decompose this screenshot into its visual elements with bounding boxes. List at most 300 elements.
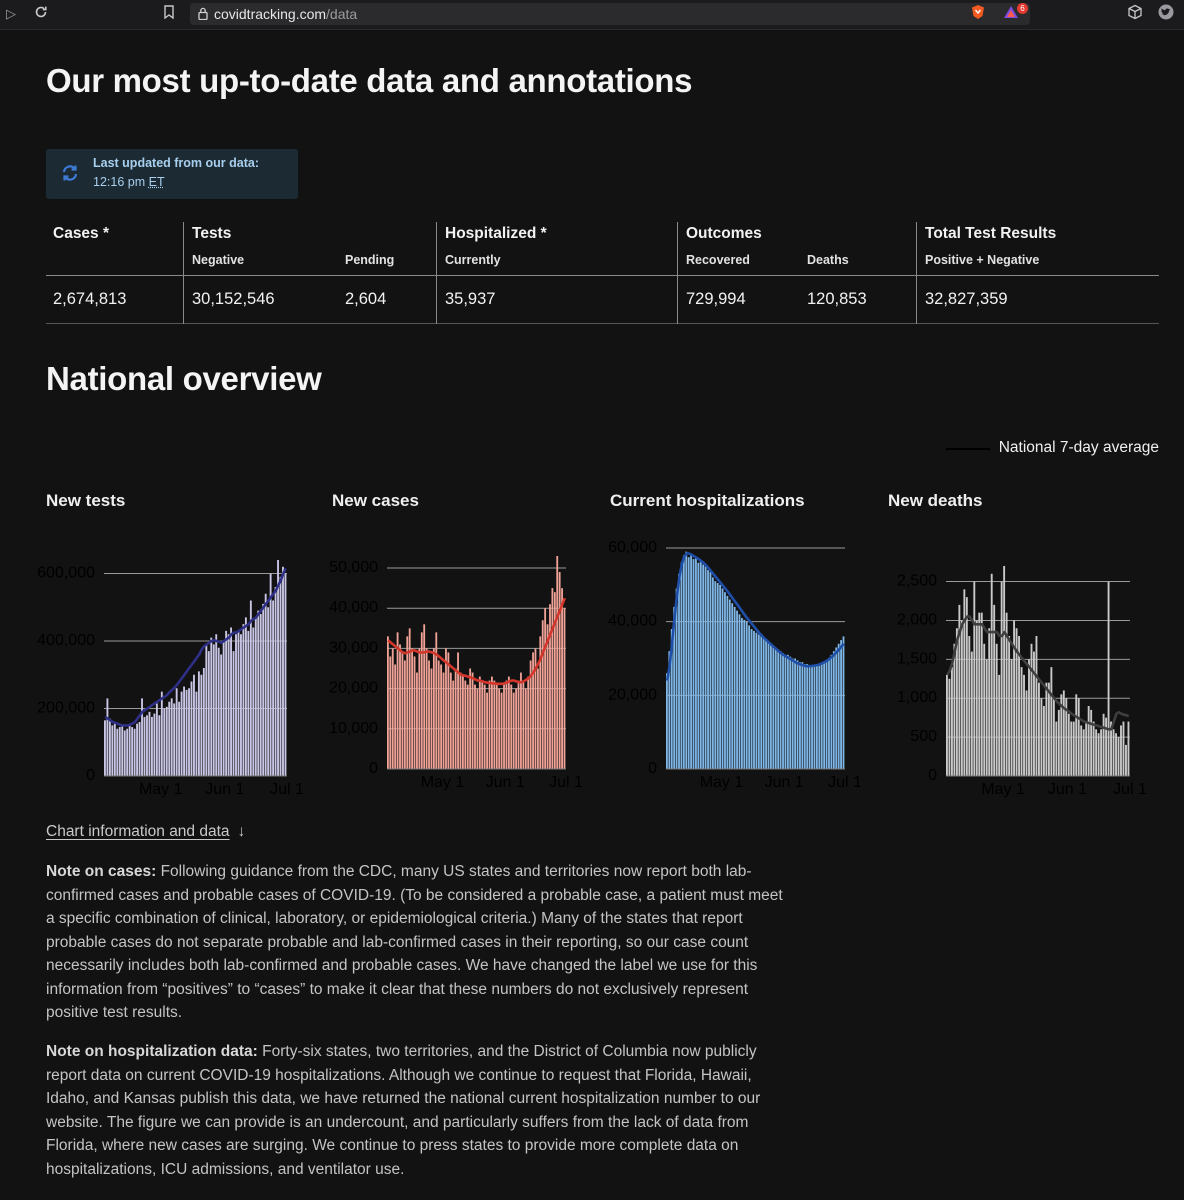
column-divider xyxy=(916,222,917,324)
chart-title-new-tests: New tests xyxy=(46,491,126,510)
y-tick-label: 30,000 xyxy=(329,639,378,657)
bar xyxy=(129,725,131,776)
bar xyxy=(431,669,433,769)
bar xyxy=(428,660,430,769)
bookmark-icon[interactable] xyxy=(160,5,178,23)
bar xyxy=(210,638,212,776)
bar xyxy=(250,601,252,777)
bar xyxy=(734,607,736,769)
bar xyxy=(768,642,770,769)
bar xyxy=(772,646,774,769)
x-tick-label: Jun 1 xyxy=(764,774,804,791)
bar xyxy=(484,685,486,769)
y-tick-label: 0 xyxy=(928,767,937,784)
note-hosp-text: Forty-six states, two territories, and the District of Columbia now publicly report data on current COVID-19 hospitalizations. Although we continue to request that Florida, Hawaii, Idaho, and Kansas publish this data, we have returned the national current hospitalization number to our website. The figure we can provide is an undercount, and particularly suffers from the lack of data from Florida, where new cases are surging. We continue to press states to provide more complete data on hospitalizations, ICU admissions, and ventilator use. xyxy=(46,1043,761,1178)
bar xyxy=(1070,722,1072,776)
y-tick-label: 0 xyxy=(369,760,378,777)
bar xyxy=(685,552,687,769)
bar xyxy=(804,664,806,769)
bar xyxy=(208,651,210,776)
last-updated-box xyxy=(46,149,298,199)
bar xyxy=(141,698,143,776)
y-tick-label: 0 xyxy=(648,760,657,777)
y-tick-label: 40,000 xyxy=(329,599,378,617)
bar xyxy=(1028,659,1030,776)
bar xyxy=(139,722,141,776)
bar xyxy=(1011,659,1013,776)
bar xyxy=(537,669,539,769)
bar xyxy=(153,714,155,776)
bar xyxy=(758,635,760,769)
bar xyxy=(518,681,520,769)
bar xyxy=(991,574,993,776)
bar xyxy=(963,589,965,776)
bar xyxy=(260,614,262,776)
bar xyxy=(722,589,724,769)
bar xyxy=(240,634,242,776)
x-tick-label: Jun 1 xyxy=(485,774,525,791)
y-tick-label: 500 xyxy=(910,728,937,746)
subheader-recovered: Recovered xyxy=(686,253,750,267)
bar xyxy=(705,566,707,769)
bar xyxy=(481,681,483,769)
bar xyxy=(748,625,750,769)
bar xyxy=(498,689,500,769)
y-tick-label: 2,500 xyxy=(896,572,937,590)
legend-label: National 7-day average xyxy=(998,439,1159,456)
summary-stats-table xyxy=(46,222,1159,324)
arrow-down-icon: ↓ xyxy=(237,823,246,840)
bar xyxy=(1073,722,1075,776)
bar xyxy=(479,677,481,769)
bar xyxy=(998,675,1000,776)
twitter-extension-icon[interactable] xyxy=(1158,4,1174,20)
bar xyxy=(700,561,702,769)
y-tick-label: 1,000 xyxy=(896,689,937,707)
bar xyxy=(447,652,449,769)
bar xyxy=(981,613,983,776)
bar xyxy=(168,702,170,776)
bar xyxy=(782,653,784,769)
bar xyxy=(469,669,471,769)
subheader-pending: Pending xyxy=(345,253,395,267)
bar xyxy=(971,652,973,776)
bar xyxy=(275,587,277,776)
bar xyxy=(467,685,469,769)
bar xyxy=(491,677,493,769)
bar xyxy=(510,685,512,769)
bar xyxy=(126,729,128,776)
bar xyxy=(1105,718,1107,776)
bar xyxy=(1108,582,1110,776)
bar xyxy=(270,574,272,777)
bar xyxy=(1068,714,1070,776)
bar xyxy=(233,651,235,776)
bar xyxy=(146,715,148,776)
bar xyxy=(951,667,953,776)
bar xyxy=(106,698,108,776)
bar xyxy=(978,613,980,776)
y-tick-label: 20,000 xyxy=(608,686,657,704)
bar xyxy=(948,679,950,776)
bar xyxy=(1095,729,1097,776)
bar xyxy=(1031,644,1033,776)
bar xyxy=(681,563,683,769)
bar xyxy=(506,681,508,769)
table-divider xyxy=(46,275,1159,276)
bar xyxy=(277,560,279,776)
bar xyxy=(717,583,719,769)
column-divider xyxy=(183,222,184,324)
value-cases: 2,674,813 xyxy=(53,290,127,308)
bar xyxy=(501,693,503,769)
bar xyxy=(178,702,180,776)
bar xyxy=(743,620,745,769)
bar xyxy=(833,651,835,769)
bar xyxy=(1058,710,1060,776)
page-title: Our most up-to-date data and annotations xyxy=(46,62,693,99)
notification-badge: 6 xyxy=(1017,3,1028,14)
bar xyxy=(1100,729,1102,776)
url-host: covidtracking.com xyxy=(214,6,327,22)
bar xyxy=(198,671,200,776)
bar xyxy=(104,720,106,776)
bar xyxy=(238,631,240,776)
bar xyxy=(731,603,733,769)
y-tick-label: 40,000 xyxy=(608,612,657,630)
header-tests: Tests xyxy=(192,225,232,242)
bar xyxy=(838,644,840,769)
bar xyxy=(181,692,183,776)
bar xyxy=(440,665,442,770)
bar xyxy=(272,601,274,777)
bar xyxy=(1050,667,1052,776)
bar xyxy=(525,689,527,769)
bar xyxy=(551,588,553,769)
bar xyxy=(158,715,160,776)
bar xyxy=(753,631,755,769)
bar xyxy=(462,677,464,769)
bar xyxy=(1090,710,1092,776)
bar xyxy=(799,662,801,769)
bar xyxy=(760,636,762,769)
bar xyxy=(986,659,988,776)
bar xyxy=(247,631,249,776)
bar xyxy=(714,581,716,769)
note-cases-text: Following guidance from the CDC, many US states and territories now report both lab-confirmed cases and probable cases of COVID-19. (To be considered a probable case, a patient must meet a specific combination of clinical, laboratory, or epidemiological criteria.) Many of the states that report probable cases do not separate probable and lab-confirmed cases in their reporting, so our case count necessarily includes both lab-confirmed and probable cases. We have changed the label we use for this information from “positives” to “cases” to make it clear that these numbers do not exclusively represent positive test results. xyxy=(46,863,783,1021)
bar xyxy=(252,628,254,777)
bar xyxy=(840,640,842,769)
bar xyxy=(399,644,401,769)
bar xyxy=(556,556,558,769)
bar xyxy=(404,660,406,769)
y-tick-label: 20,000 xyxy=(329,679,378,697)
value-recovered: 729,994 xyxy=(686,290,746,308)
bar xyxy=(1038,683,1040,776)
chart-info-link-text[interactable]: Chart information and data xyxy=(46,823,230,840)
bar xyxy=(166,707,168,776)
bar xyxy=(797,660,799,769)
bar xyxy=(666,673,668,769)
bar xyxy=(245,617,247,776)
bar xyxy=(445,648,447,769)
note-on-cases xyxy=(46,860,786,1025)
bar xyxy=(1008,636,1010,776)
bar xyxy=(213,644,215,776)
bar xyxy=(702,565,704,769)
bar xyxy=(111,725,113,776)
x-tick-label: Jul 1 xyxy=(270,781,304,798)
chart-title-new-deaths: New deaths xyxy=(888,491,983,510)
bar xyxy=(953,644,955,776)
section-title-national-overview: National overview xyxy=(46,360,322,397)
x-tick-label: May 1 xyxy=(138,781,183,798)
value-currently: 35,937 xyxy=(445,290,496,308)
bar xyxy=(144,717,146,776)
bar xyxy=(460,673,462,769)
bar xyxy=(1023,675,1025,776)
x-tick-label: Jul 1 xyxy=(828,774,862,791)
bar xyxy=(719,585,721,769)
note-on-hospitalization xyxy=(46,1040,786,1181)
bar xyxy=(218,648,220,776)
bar xyxy=(559,572,561,769)
note-hosp-label: Note on hospitalization data: xyxy=(46,1043,258,1060)
bar xyxy=(729,600,731,769)
bar xyxy=(983,644,985,776)
x-tick-label: Jul 1 xyxy=(549,774,583,791)
bar xyxy=(406,636,408,769)
bar xyxy=(1098,733,1100,776)
bar xyxy=(520,673,522,769)
bar xyxy=(228,634,230,776)
y-tick-label: 200,000 xyxy=(37,699,95,717)
bar xyxy=(695,557,697,769)
bar xyxy=(411,648,413,769)
bar xyxy=(176,688,178,776)
bar xyxy=(973,582,975,776)
bar xyxy=(780,651,782,769)
bar xyxy=(1001,582,1003,776)
bar xyxy=(280,577,282,776)
bar xyxy=(712,577,714,769)
bar xyxy=(1021,667,1023,776)
bar xyxy=(394,665,396,770)
bar xyxy=(777,649,779,769)
bar xyxy=(693,559,695,769)
bar xyxy=(109,719,111,776)
bar xyxy=(792,659,794,770)
chart-info-link[interactable] xyxy=(46,823,245,841)
bar xyxy=(156,703,158,776)
table-bottom-border xyxy=(46,323,1159,324)
bar xyxy=(426,648,428,769)
bar xyxy=(1036,636,1038,776)
bar xyxy=(416,673,418,769)
bar xyxy=(285,574,287,777)
bar xyxy=(423,624,425,769)
bar xyxy=(1055,722,1057,776)
x-tick-label: Jul 1 xyxy=(1113,781,1147,798)
bar xyxy=(477,689,479,769)
bar xyxy=(996,644,998,776)
bar xyxy=(149,712,151,776)
subheader-deaths: Deaths xyxy=(807,253,849,267)
bar xyxy=(1103,714,1105,776)
bar xyxy=(806,664,808,769)
bar xyxy=(1078,698,1080,776)
bar xyxy=(678,574,680,769)
bar xyxy=(124,730,126,776)
bar xyxy=(1063,690,1065,776)
bar xyxy=(414,656,416,769)
bar xyxy=(188,688,190,776)
bar xyxy=(503,685,505,769)
bar xyxy=(489,681,491,769)
bar xyxy=(1075,694,1077,776)
bar xyxy=(739,614,741,769)
bar xyxy=(183,687,185,776)
bar xyxy=(549,604,551,769)
bar xyxy=(823,662,825,769)
bar xyxy=(496,685,498,769)
bar xyxy=(255,617,257,776)
bar xyxy=(433,648,435,769)
bar xyxy=(1040,698,1042,776)
bar xyxy=(809,666,811,769)
bar xyxy=(163,709,165,777)
bar xyxy=(1043,706,1045,776)
value-deaths: 120,853 xyxy=(807,290,867,308)
x-tick-label: Jun 1 xyxy=(1047,781,1088,798)
bar xyxy=(966,597,968,776)
bar xyxy=(267,607,269,776)
bar xyxy=(751,629,753,769)
bar xyxy=(397,632,399,769)
bar xyxy=(186,690,188,776)
last-updated-label: Last updated from our data: xyxy=(93,156,259,170)
bar xyxy=(508,677,510,769)
bar xyxy=(196,692,198,776)
bar xyxy=(191,682,193,777)
bar xyxy=(151,717,153,776)
bar xyxy=(976,620,978,776)
play-icon[interactable]: ▷ xyxy=(6,6,16,21)
y-tick-label: 2,000 xyxy=(896,611,937,629)
bar xyxy=(1053,698,1055,776)
header-outcomes: Outcomes xyxy=(686,225,762,242)
bar xyxy=(561,588,563,769)
bar xyxy=(474,685,476,769)
bar xyxy=(816,666,818,769)
bar xyxy=(513,693,515,769)
bar xyxy=(242,624,244,776)
chart-title-new-cases: New cases xyxy=(332,491,419,510)
value-pending: 2,604 xyxy=(345,290,387,308)
header-total-test-results: Total Test Results xyxy=(925,225,1057,242)
bar xyxy=(134,729,136,776)
brave-shield-icon[interactable] xyxy=(970,4,986,20)
bar xyxy=(542,620,544,769)
bar xyxy=(770,644,772,769)
bar xyxy=(818,666,820,769)
bar xyxy=(402,652,404,769)
bar xyxy=(522,681,524,769)
bar xyxy=(203,668,205,776)
bar xyxy=(1118,737,1120,776)
bar xyxy=(756,633,758,769)
note-cases-label: Note on cases: xyxy=(46,863,157,880)
bar xyxy=(544,608,546,769)
bar xyxy=(205,644,207,776)
bar xyxy=(794,659,796,770)
bar xyxy=(392,648,394,769)
x-tick-label: May 1 xyxy=(699,774,744,791)
bar xyxy=(389,656,391,769)
lock-icon xyxy=(198,7,208,20)
bar xyxy=(493,681,495,769)
bar xyxy=(230,628,232,777)
bar xyxy=(409,628,411,769)
bar xyxy=(1080,725,1082,776)
bar xyxy=(257,611,259,776)
bar xyxy=(200,675,202,776)
bar xyxy=(173,703,175,776)
bar xyxy=(438,660,440,769)
bar xyxy=(114,722,116,776)
bar xyxy=(710,572,712,769)
bar xyxy=(119,727,121,776)
bar xyxy=(220,655,222,777)
address-bar[interactable] xyxy=(190,3,1030,25)
bar xyxy=(814,666,816,769)
bar xyxy=(452,681,454,769)
bar xyxy=(564,608,566,769)
bar xyxy=(765,640,767,769)
value-total-test-results: 32,827,359 xyxy=(925,290,1008,308)
bar xyxy=(225,631,227,776)
bar xyxy=(1003,566,1005,776)
bar xyxy=(830,655,832,769)
bar xyxy=(826,660,828,769)
bar xyxy=(946,675,948,776)
bar xyxy=(515,689,517,769)
header-cases: Cases * xyxy=(53,225,110,242)
bar xyxy=(1045,683,1047,776)
browser-toolbar xyxy=(0,0,1184,30)
bar xyxy=(161,692,163,776)
bar xyxy=(811,666,813,769)
bar xyxy=(450,673,452,769)
bar xyxy=(828,659,830,770)
extension-cube-icon[interactable] xyxy=(1127,4,1143,20)
bar xyxy=(1085,722,1087,776)
bar xyxy=(131,727,133,776)
chart-legend xyxy=(946,438,1159,458)
x-tick-label: May 1 xyxy=(981,781,1025,798)
y-tick-label: 400,000 xyxy=(37,632,95,649)
column-divider xyxy=(677,222,678,324)
url-path: /data xyxy=(326,6,358,22)
bar xyxy=(1125,745,1127,776)
bar xyxy=(1093,722,1095,776)
bar xyxy=(683,555,685,769)
reload-icon[interactable] xyxy=(32,5,50,23)
bar xyxy=(116,729,118,776)
bar xyxy=(136,724,138,776)
bar xyxy=(736,611,738,769)
bar xyxy=(993,605,995,776)
